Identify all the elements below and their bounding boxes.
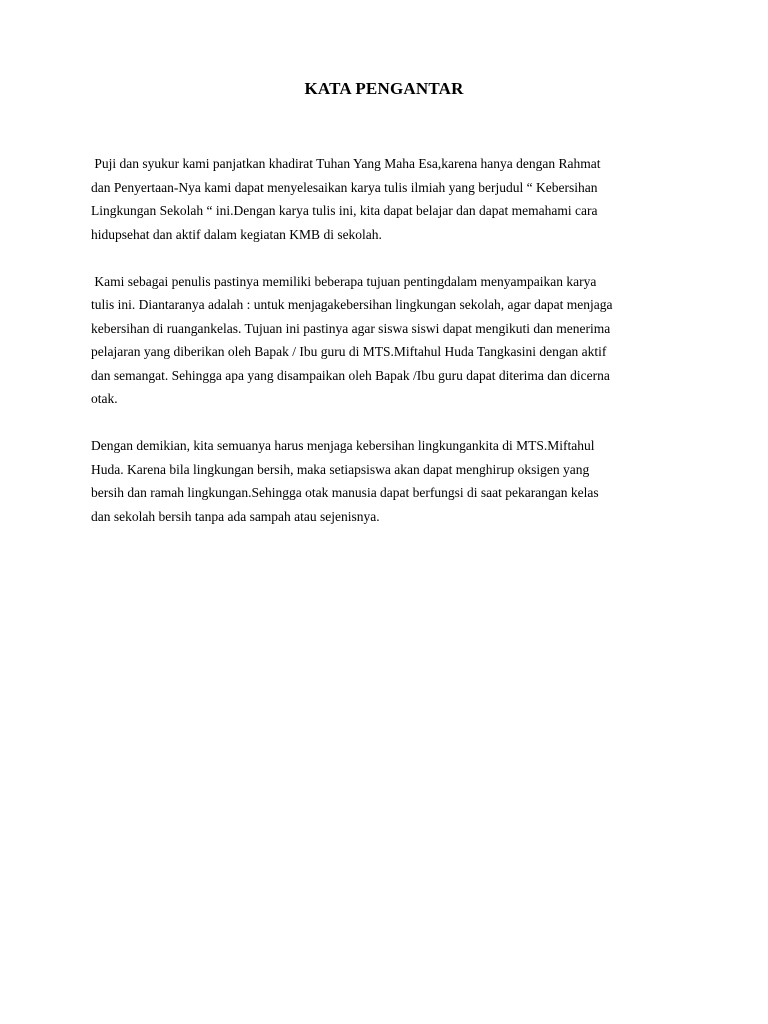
paragraph-line: kebersihan di ruangankelas. Tujuan ini pastinya agar siswa siswi dapat mengikuti dan menerima	[91, 320, 611, 336]
paragraph-line: hidupsehat dan aktif dalam kegiatan KMB di sekolah.	[91, 226, 382, 242]
paragraph-line: otak.	[91, 391, 118, 406]
paragraph-line: dan Penyertaan-Nya kami dapat menyelesaikan karya tulis ilmiah yang berjudul “ Kebersihan	[91, 179, 598, 195]
paragraph-spacer	[91, 246, 691, 270]
paragraph-line: Puji dan syukur kami panjatkan khadirat Tuhan Yang Maha Esa,karena hanya dengan Rahmat	[91, 156, 601, 171]
paragraph-spacer	[91, 411, 691, 435]
paragraph-line: Kami sebagai penulis pastinya memiliki beberapa tujuan pentingdalam menyampaikan karya	[91, 273, 597, 289]
paragraph-line: dan semangat. Sehingga apa yang disampaikan oleh Bapak /Ibu guru dapat diterima dan dicerna	[91, 367, 610, 383]
paragraph-line: bersih dan ramah lingkungan.Sehingga otak manusia dapat berfungsi di saat pekarangan kelas	[91, 485, 599, 500]
page-title: KATA PENGANTAR	[304, 79, 464, 98]
paragraph-1	[91, 152, 691, 246]
paragraph-2	[91, 270, 691, 411]
paragraph-line: dan sekolah bersih tanpa ada sampah atau sejenisnya.	[91, 508, 380, 524]
body-text	[91, 152, 691, 528]
paragraph-line: Lingkungan Sekolah “ ini.Dengan karya tulis ini, kita dapat belajar dan dapat memahami cara	[91, 203, 598, 218]
paragraph-line: pelajaran yang diberikan oleh Bapak / Ibu guru di MTS.Miftahul Huda Tangkasini dengan aktif	[91, 344, 607, 359]
paragraph-line: tulis ini. Diantaranya adalah : untuk menjagakebersihan lingkungan sekolah, agar dapat menjaga	[91, 297, 613, 312]
paragraph-line: Dengan demikian, kita semuanya harus menjaga kebersihan lingkungankita di MTS.Miftahul	[91, 438, 595, 453]
paragraph-3	[91, 434, 691, 528]
paragraph-line: Huda. Karena bila lingkungan bersih, maka setiapsiswa akan dapat menghirup oksigen yang	[91, 461, 590, 477]
